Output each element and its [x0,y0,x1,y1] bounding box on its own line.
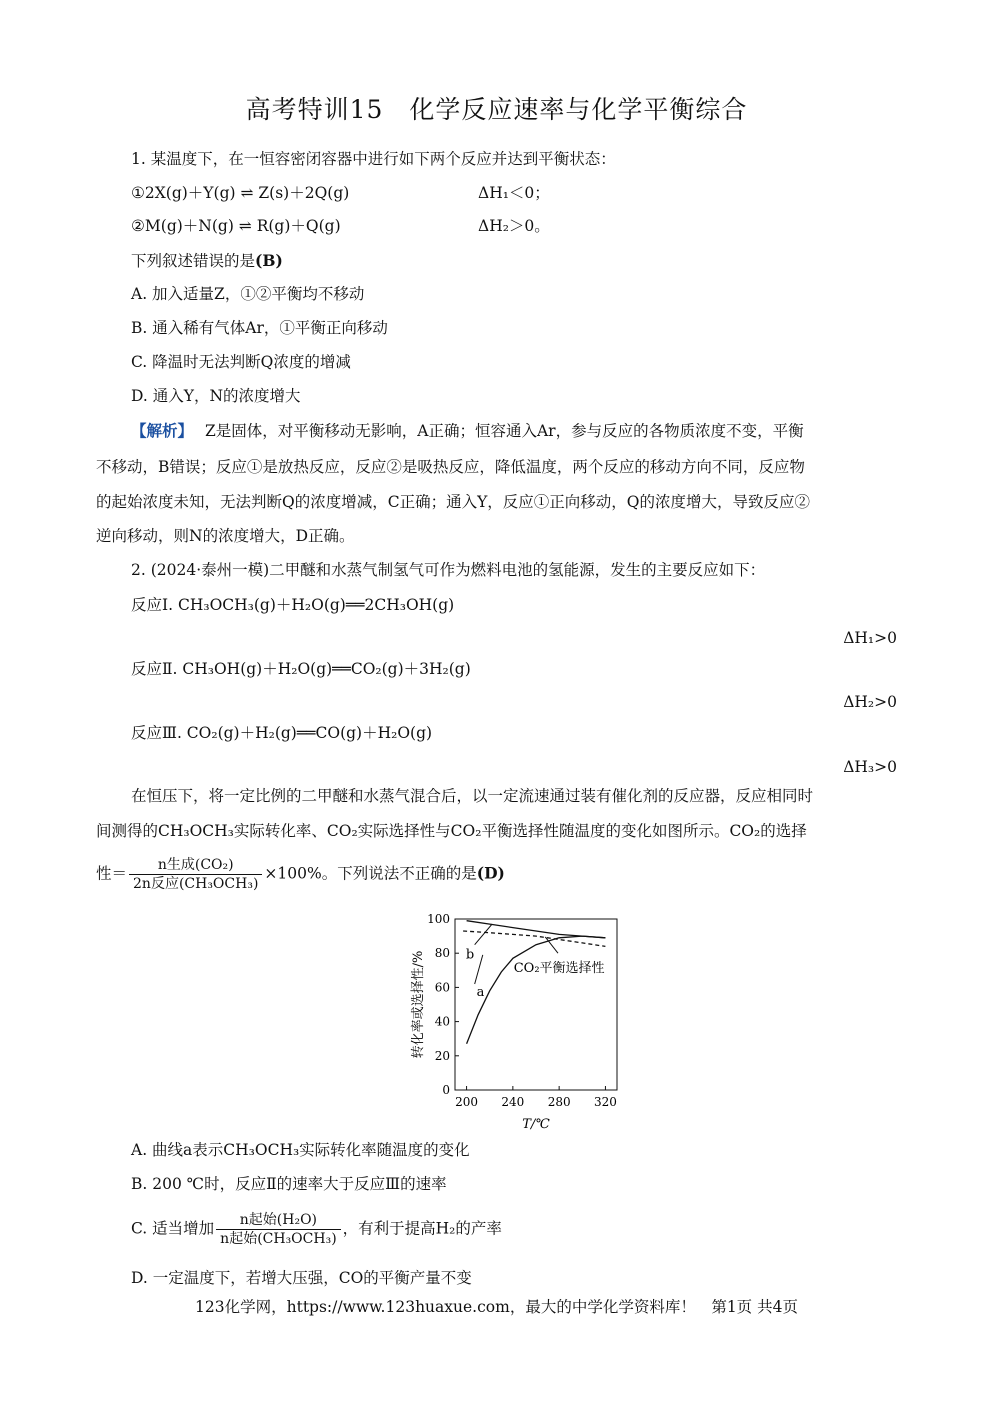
y-tick-label: 60 [434,980,450,995]
ratio-fraction: $\frac{\text{n起始(H₂O)}}{\text{n起始(CH₃OCH₃)}}$ [216,1213,340,1246]
y-tick-label: 20 [434,1048,450,1063]
analysis-tag: 【解析】 [131,421,194,440]
q1-equation-1: ①2X(g)＋Y(g) ⇌ Z(s)＋2Q(g) [131,184,350,202]
page-footer: 123化学网，https://www.123huaxue.com，最大的中学化学资料库！ 第1页 共4页 [195,1298,798,1316]
q2-option-a: A. 曲线a表示CH₃OCH₃实际转化率随温度的变化 [131,1141,470,1159]
q2-stem: 2. (2024·泰州一模)二甲醚和水蒸气制氢气可作为燃料电池的氢能源，发生的主要反应如下： [131,561,766,579]
q1-option-d: D. 通入Y，N的浓度增大 [131,387,301,405]
x-tick-label: 200 [455,1095,479,1109]
selectivity-chart [395,905,635,1135]
q2-enthalpy-2: ΔH₂>0 [843,693,897,711]
q2-reaction-3: 反应Ⅲ. CO₂(g)＋H₂(g)══CO(g)＋H₂O(g) [131,724,433,742]
y-tick-label: 80 [434,946,450,961]
q2-enthalpy-3: ΔH₃>0 [843,758,897,776]
q1-enthalpy-2: ΔH₂＞0。 [478,217,550,235]
y-axis-label: 转化率或选择性/% [411,950,426,1059]
curve-label-a: a [476,984,485,1000]
q1-stem: 1. 某温度下，在一恒容密闭容器中进行如下两个反应并达到平衡状态： [131,150,616,168]
y-tick-label: 0 [442,1083,450,1097]
q1-question [131,253,283,270]
x-tick-label: 240 [501,1095,525,1109]
q1-enthalpy-1: ΔH₁＜0； [478,184,550,202]
q2-paragraph-1: 在恒压下，将一定比例的二甲醚和水蒸气混合后，以一定流速通过装有催化剂的反应器，反应相同时 [131,787,814,805]
q2-paragraph-2: 间测得的CH₃OCH₃实际转化率、CO₂实际选择性与CO₂平衡选择性随温度的变化如图所示。CO₂的选择 [96,822,807,840]
q2-option-d: D. 一定温度下，若增大压强，CO的平衡产量不变 [131,1269,472,1287]
q2-enthalpy-1: ΔH₁>0 [843,629,897,647]
q1-option-c: C. 降温时无法判断Q浓度的增减 [131,353,351,371]
curve-label-b: b [465,947,475,963]
curve-label-co2: CO₂平衡选择性 [513,961,605,977]
q1-option-a: A. 加入适量Z，①②平衡均不移动 [131,285,365,303]
q2-option-b: B. 200 ℃时，反应Ⅱ的速率大于反应Ⅲ的速率 [131,1175,447,1193]
q2-reaction-1: 反应Ⅰ. CH₃OCH₃(g)＋H₂O(g)══2CH₃OH(g) [131,596,455,614]
q1-equation-2: ②M(g)＋N(g) ⇌ R(g)＋Q(g) [131,217,341,235]
q1-option-b: B. 通入稀有气体Ar，①平衡正向移动 [131,319,388,337]
q2-selectivity-definition: 性＝ $\frac{\text{n生成(CO₂)}}{\text{2n反应(CH₃OCH₃)}}$ ×100%。下列说法不正确的是(D) [96,857,505,892]
label-b-leader [475,924,492,945]
q2-option-c: C. 适当增加 $\frac{\text{n起始(H₂O)}}{\text{n起始(CH₃OCH₃)}}$ ，有利于提高H₂的产率 [131,1212,502,1247]
x-tick-label: 320 [593,1095,617,1109]
q1-analysis-line-1: 【解析】 Z是固体，对平衡移动无影响，A正确；恒容通入Ar，参与反应的各物质浓度不变，平衡 [131,421,804,440]
q1-answer: (B) [255,251,283,270]
y-tick-label: 40 [434,1014,450,1029]
q2-reaction-2: 反应Ⅱ. CH₃OH(g)＋H₂O(g)══CO₂(g)＋3H₂(g) [131,660,471,678]
series-line-a [467,936,606,1044]
x-axis-label: T/℃ [522,1117,550,1132]
q1-analysis-line-3: 的起始浓度未知，无法判断Q的浓度增减，C正确；通入Y，反应①正向移动，Q的浓度增大，导致反应② [96,493,811,511]
q2-answer: (D) [476,863,505,883]
q1-analysis-line-4: 逆向移动，则N的浓度增大，D正确。 [96,527,355,545]
q1-analysis-line-2: 不移动，B错误；反应①是放热反应，反应②是吸热反应，降低温度，两个反应的移动方向不同，反应物 [96,458,805,476]
selectivity-fraction: $\frac{\text{n生成(CO₂)}}{\text{2n反应(CH₃OCH₃)}}$ [129,858,262,891]
page-title: 高考特训15 化学反应速率与化学平衡综合 [245,95,748,124]
q1-ask: 下列叙述错误的是 [131,252,256,270]
label-a-leader [475,955,483,984]
y-tick-label: 100 [427,912,450,926]
x-tick-label: 280 [547,1095,571,1109]
